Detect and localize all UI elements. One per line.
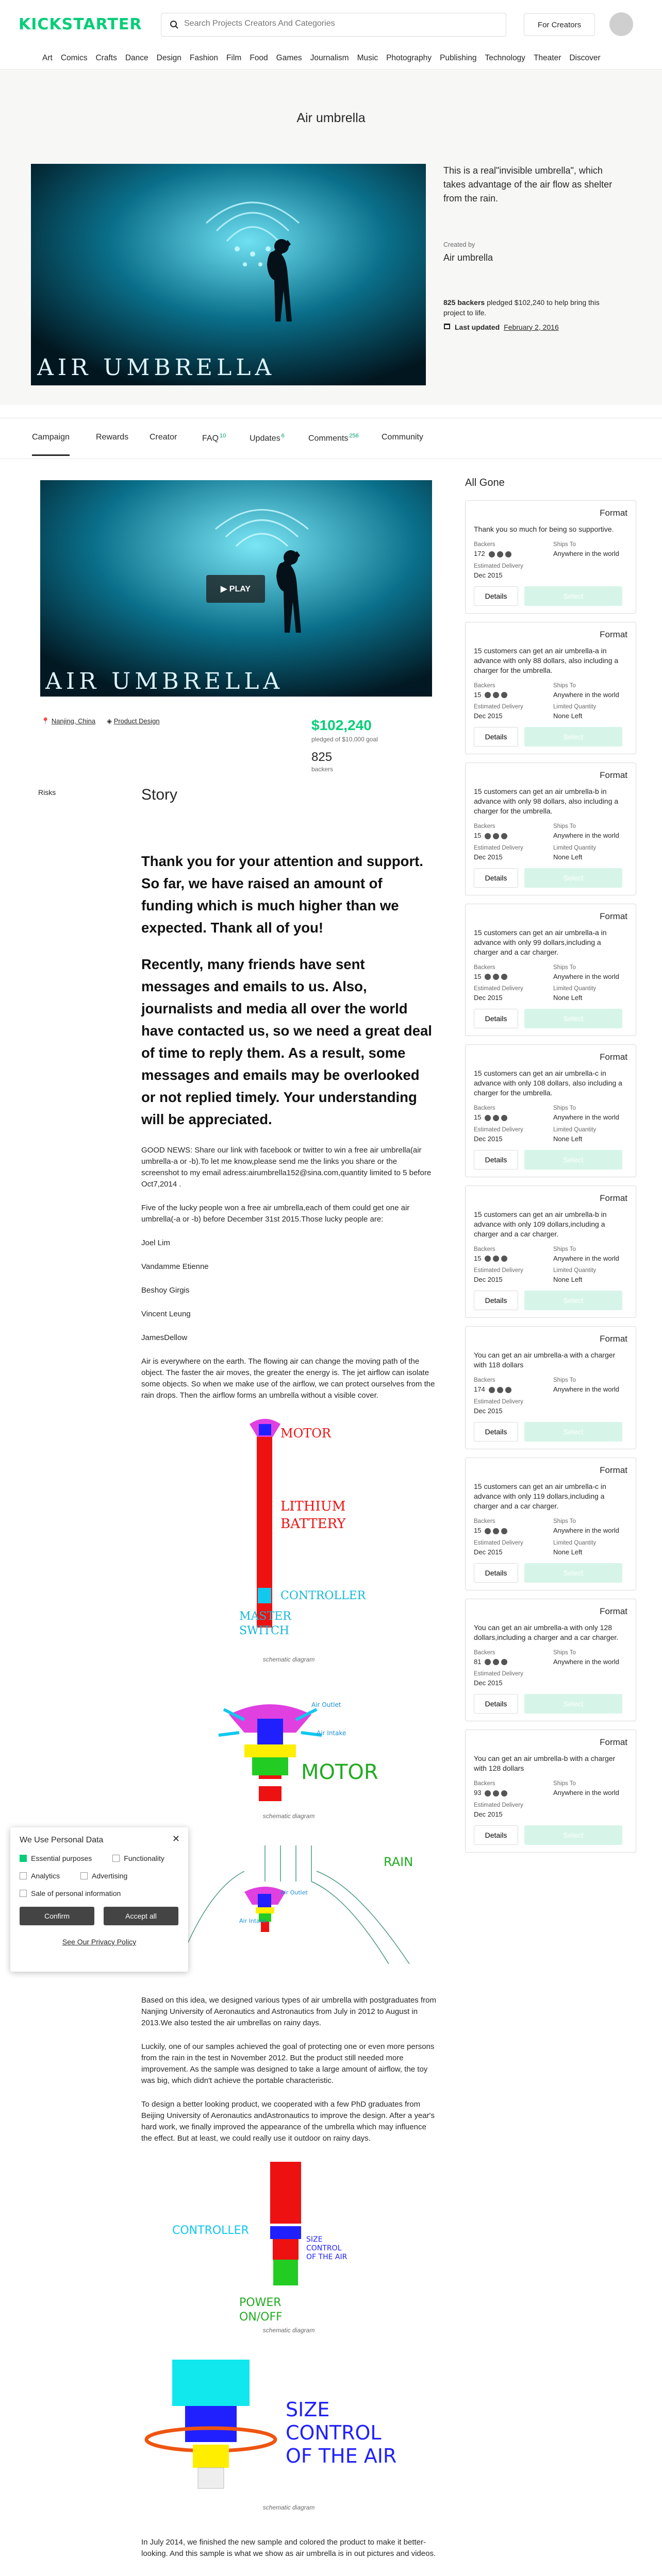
tab-community[interactable] <box>382 433 423 442</box>
project-tabs <box>0 418 662 459</box>
ships-to-label: Ships To <box>553 1781 576 1787</box>
category-nav <box>42 54 601 63</box>
tab-faq[interactable] <box>202 433 226 443</box>
rewards-heading: All Gone <box>465 477 505 488</box>
category-link-journalism[interactable]: Journalism <box>310 54 349 62</box>
funding-text: pledged $102,240 to help bring this project to life. <box>443 298 600 317</box>
label-master: MASTER <box>239 1610 291 1623</box>
label-air-outlet: Air Outlet <box>311 1701 341 1708</box>
tab-campaign[interactable] <box>32 433 70 456</box>
diagram-caption: schematic diagram <box>262 1656 315 1663</box>
delivery-label: Estimated Delivery <box>474 1802 523 1808</box>
project-image[interactable] <box>31 164 426 385</box>
risks-link[interactable]: Risks <box>38 788 56 796</box>
backer-avatars <box>484 1790 508 1797</box>
ships-to-label: Ships To <box>553 1518 576 1524</box>
backers-label: Backers <box>474 1518 495 1524</box>
reward-ships-to: Anywhere in the world <box>553 1789 619 1797</box>
diagram-4 <box>141 2157 436 2327</box>
reward-details-button[interactable]: Details <box>474 586 518 606</box>
delivery-label: Estimated Delivery <box>474 704 523 710</box>
backer-avatars <box>484 833 508 840</box>
delivery-label: Estimated Delivery <box>474 844 523 851</box>
checkbox-icon <box>20 1890 27 1897</box>
reward-card[interactable] <box>465 1599 636 1722</box>
reward-format: Format <box>600 911 627 921</box>
reward-backers: 174 <box>474 1385 485 1394</box>
label-rain: RAIN <box>384 1855 413 1869</box>
tab-label: Campaign <box>32 433 70 442</box>
backers-label: Backers <box>474 682 495 689</box>
diagram-caption: schematic diagram <box>262 1812 315 1820</box>
tab-comments[interactable] <box>308 433 359 443</box>
category-link-technology[interactable]: Technology <box>485 54 525 62</box>
category-link-crafts[interactable]: Crafts <box>95 54 117 62</box>
video-caption: AIR UMBRELLA <box>45 668 284 694</box>
limited-label: Limited Quantity <box>553 986 597 992</box>
category-link-design[interactable]: Design <box>156 54 181 62</box>
reward-card[interactable] <box>465 1458 636 1590</box>
label-control-2: CONTROL <box>286 2421 382 2444</box>
close-icon[interactable]: ✕ <box>172 1834 180 1844</box>
reward-description: 15 customers can get an air umbrella-a in advance with only 88 dollars, also including a charger for the umbrella. <box>474 646 619 674</box>
reward-limited: None Left <box>553 994 583 1002</box>
reward-details-button[interactable]: Details <box>474 1694 518 1714</box>
search-icon <box>170 20 179 32</box>
confirm-button[interactable]: Confirm <box>20 1907 94 1925</box>
reward-format: Format <box>600 1606 627 1616</box>
pledged-amount: $102,240 <box>311 717 372 733</box>
diagram-caption: schematic diagram <box>262 2327 315 2334</box>
pledged-goal: pledged of $10,000 goal <box>311 736 378 743</box>
reward-delivery: Dec 2015 <box>474 1276 503 1284</box>
reward-format: Format <box>600 629 627 639</box>
calendar-icon <box>443 323 451 331</box>
backers-label: Backers <box>474 823 495 830</box>
label-control: CONTROL <box>306 2244 342 2252</box>
backer-avatars <box>484 1114 508 1122</box>
delivery-label: Estimated Delivery <box>474 1539 523 1546</box>
reward-details-button[interactable]: Details <box>474 727 518 747</box>
reward-format: Format <box>600 1334 627 1344</box>
delivery-label: Estimated Delivery <box>474 1671 523 1677</box>
tab-label: Updates <box>250 434 280 443</box>
reward-delivery: Dec 2015 <box>474 712 503 720</box>
cookie-option-label: Essential purposes <box>31 1854 92 1862</box>
reward-select-button: Select <box>524 1825 622 1845</box>
play-button[interactable]: ▶ PLAY <box>206 575 265 603</box>
delivery-label: Estimated Delivery <box>474 1126 523 1133</box>
reward-description: Thank you so much for being so supportive. <box>474 525 614 533</box>
reward-format: Format <box>600 770 627 781</box>
reward-backers: 15 <box>474 1526 482 1534</box>
reward-select-button: Select <box>524 1694 622 1714</box>
backer-count: 825 <box>311 750 333 764</box>
delivery-label: Estimated Delivery <box>474 1398 523 1405</box>
reward-delivery: Dec 2015 <box>474 571 503 579</box>
story-notice: Recently, many friends have sent messages and emails to us. Also, journalists and media all over the world have contacted us, so we need a great deal of time to reply them. As a result, some messages and emails may be overlooked or not replied timely. Your understanding will be appreciated. <box>141 956 432 1127</box>
category-link[interactable]: ◈ Product Design <box>107 717 160 725</box>
last-updated-label: Last updated <box>455 323 500 331</box>
reward-delivery: Dec 2015 <box>474 1810 503 1818</box>
cookie-title: We Use Personal Data <box>20 1836 104 1844</box>
search-input[interactable] <box>184 19 493 28</box>
reward-ships-to: Anywhere in the world <box>553 1254 619 1262</box>
reward-select-button: Select <box>524 727 622 747</box>
category-link-dance[interactable]: Dance <box>125 54 148 62</box>
reward-description: 15 customers can get an air umbrella-c in advance with only 108 dollars, also including a charger for the umbrella. <box>474 1069 622 1097</box>
limited-label: Limited Quantity <box>553 844 597 851</box>
category-link-food[interactable]: Food <box>250 54 268 62</box>
backers-label: Backers <box>474 1781 495 1787</box>
reward-description: 15 customers can get an air umbrella-b in advance with only 109 dollars,including a charger and a car charger. <box>474 1210 607 1238</box>
delivery-label: Estimated Delivery <box>474 1267 523 1274</box>
category-link-photography[interactable]: Photography <box>386 54 432 62</box>
story-paragraph: GOOD NEWS: Share our link with facebook or twitter to win a free air umbrella(air umbrella-a or -b).To let me know,please send me the links you share or the screenshot to my email adress:airumbrella152@sina.com,quantity limited to 5 before Oct7,2014 . <box>141 1146 432 1189</box>
created-by-label: Created by <box>443 241 475 248</box>
reward-description: 15 customers can get an air umbrella-a in advance with only 99 dollars,including a charger and a car charger. <box>474 928 607 956</box>
delivery-label: Estimated Delivery <box>474 563 523 569</box>
backers-label: Backers <box>474 964 495 971</box>
reward-format: Format <box>600 508 627 518</box>
tab-label: Rewards <box>96 433 129 442</box>
limited-label: Limited Quantity <box>553 1267 597 1274</box>
site-header <box>0 0 662 70</box>
backer-avatars <box>484 1658 508 1666</box>
ships-to-label: Ships To <box>553 964 576 971</box>
kickstarter-logo[interactable]: KICKSTARTER <box>19 15 142 33</box>
reward-description: You can get an air umbrella-a with only 128 dollars,including a charger and a car charger. <box>474 1623 619 1641</box>
winner-name: Vandamme Etienne <box>141 1262 209 1271</box>
cookie-option-label: Advertising <box>92 1872 128 1880</box>
cookie-option[interactable] <box>20 1854 92 1862</box>
reward-backers: 93 <box>474 1789 482 1797</box>
diagram-2 <box>141 1684 436 1812</box>
cookie-option[interactable] <box>112 1854 164 1862</box>
category-link-games[interactable]: Games <box>276 54 302 62</box>
reward-card[interactable] <box>465 500 636 614</box>
story-thanks: Thank you for your attention and support. So far, we have raised an amount of funding which is much higher than we expected. Thank all of you! <box>141 853 423 936</box>
category-link-theater[interactable]: Theater <box>533 54 561 62</box>
story-paragraph: Luckily, one of our samples achieved the goal of protecting one or even more persons from the rain in the test in November 2012. But the product still needed more improvement. As the sample was designed to take a large amount of airflow, the toy was big, which didn't achieve the portable characteristic. <box>141 2042 435 2085</box>
reward-select-button: Select <box>524 1291 622 1310</box>
reward-select-button: Select <box>524 1009 622 1028</box>
category-link-fashion[interactable]: Fashion <box>189 54 219 62</box>
reward-delivery: Dec 2015 <box>474 1548 503 1556</box>
reward-backers: 15 <box>474 690 482 699</box>
last-updated-date[interactable]: February 2, 2016 <box>504 323 559 331</box>
backer-avatars <box>484 1528 508 1535</box>
ships-to-label: Ships To <box>553 1105 576 1112</box>
reward-select-button: Select <box>524 868 622 888</box>
reward-limited: None Left <box>553 1276 583 1284</box>
story-paragraph: Based on this idea, we designed various types of air umbrella with postgraduates from Nanjing University of Aeronautics and Astronautics from July in 2012 to August in 2013.We also tested the air umbrellas on rainy days. <box>141 1996 436 2027</box>
label-switch: SWITCH <box>239 1624 290 1637</box>
reward-ships-to: Anywhere in the world <box>553 972 619 980</box>
label-air-outlet: Air Outlet <box>280 1889 308 1896</box>
category-link-music[interactable]: Music <box>357 54 378 62</box>
reward-details-button[interactable]: Details <box>474 1422 518 1442</box>
reward-details-button[interactable]: Details <box>474 1291 518 1310</box>
label-motor-2: MOTOR <box>301 1760 378 1784</box>
cookie-option[interactable] <box>20 1889 121 1897</box>
cookie-consent <box>10 1827 188 1972</box>
reward-select-button: Select <box>524 1563 622 1583</box>
for-creators-button[interactable]: For Creators <box>524 13 595 36</box>
limited-label: Limited Quantity <box>553 1126 597 1133</box>
label-lithium: LITHIUM <box>280 1499 346 1514</box>
ships-to-label: Ships To <box>553 1649 576 1656</box>
story-heading: Story <box>141 786 178 803</box>
reward-ships-to: Anywhere in the world <box>553 690 619 699</box>
checkbox-icon <box>20 1855 27 1862</box>
reward-details-button[interactable]: Details <box>474 1563 518 1583</box>
reward-delivery: Dec 2015 <box>474 994 503 1002</box>
reward-limited: None Left <box>553 712 583 720</box>
project-title: Air umbrella <box>296 111 366 125</box>
label-size-2: SIZE <box>286 2398 330 2421</box>
reward-ships-to: Anywhere in the world <box>553 832 619 840</box>
location-link[interactable]: 📍 Nanjing, China <box>41 717 96 725</box>
funding-summary <box>443 297 619 318</box>
tab-count: 256 <box>349 433 359 439</box>
limited-label: Limited Quantity <box>553 1539 597 1546</box>
diagram-5 <box>141 2354 436 2504</box>
reward-description: 15 customers can get an air umbrella-c in advance with only 119 dollars,including a charger and a car charger. <box>474 1482 606 1510</box>
reward-limited: None Left <box>553 1134 583 1143</box>
tab-label: Community <box>382 433 423 442</box>
reward-ships-to: Anywhere in the world <box>553 1385 619 1394</box>
reward-card[interactable] <box>465 762 636 895</box>
checkbox-icon <box>80 1872 88 1879</box>
reward-select-button: Select <box>524 1422 622 1442</box>
location-label: Nanjing, China <box>51 717 96 725</box>
reward-ships-to: Anywhere in the world <box>553 550 619 557</box>
reward-backers: 15 <box>474 972 482 980</box>
cookie-option[interactable] <box>80 1872 127 1880</box>
image-caption: AIR UMBRELLA <box>37 354 276 381</box>
reward-card[interactable] <box>465 622 636 755</box>
limited-label: Limited Quantity <box>553 704 597 710</box>
label-of-air-2: OF THE AIR <box>286 2445 397 2467</box>
reward-description: You can get an air umbrella-b with a charger with 128 dollars <box>474 1754 616 1773</box>
checkbox-icon <box>112 1855 120 1862</box>
diagram-1 <box>141 1414 436 1656</box>
reward-delivery: Dec 2015 <box>474 853 503 861</box>
reward-card[interactable] <box>465 1326 636 1449</box>
delivery-label: Estimated Delivery <box>474 986 523 992</box>
reward-description: 15 customers can get an air umbrella-b in advance with only 98 dollars, also including a charger for the umbrella. <box>474 787 619 816</box>
label-onoff: ON/OFF <box>239 2311 283 2324</box>
cookie-option[interactable] <box>20 1872 60 1880</box>
reward-backers: 15 <box>474 1113 482 1122</box>
reward-format: Format <box>600 1737 627 1748</box>
tab-label: Comments <box>308 434 349 443</box>
backer-avatars <box>488 551 512 558</box>
reward-backers: 172 <box>474 550 485 557</box>
checkbox-icon <box>20 1872 27 1879</box>
reward-card[interactable] <box>465 1044 636 1177</box>
story-paragraph: To design a better looking product, we cooperated with a few PhD graduates from Beijing University of Aeronautics andAstronautics to improve the design. After a year's hard work, we finally improved the appearance of the umbrella which may influence the effect. But at least, we could really use it outdoor on rainy days. <box>141 2100 435 2143</box>
reward-select-button: Select <box>524 1150 622 1170</box>
category-link-discover[interactable]: Discover <box>569 54 601 62</box>
backer-avatars <box>484 973 508 980</box>
reward-details-button[interactable]: Details <box>474 1009 518 1028</box>
backer-avatars <box>488 1386 512 1394</box>
winner-name: Beshoy Girgis <box>141 1286 190 1295</box>
backers-label: Backers <box>474 541 495 548</box>
label-controller: CONTROLLER <box>280 1589 366 1602</box>
backers-label: Backers <box>474 1649 495 1656</box>
reward-delivery: Dec 2015 <box>474 1679 503 1687</box>
tab-count: 6 <box>281 433 285 439</box>
reward-ships-to: Anywhere in the world <box>553 1526 619 1534</box>
project-meta <box>41 717 160 725</box>
backers-label: Backers <box>474 1377 495 1384</box>
category-link-art[interactable]: Art <box>42 54 53 62</box>
accept-all-button[interactable]: Accept all <box>104 1907 178 1925</box>
last-updated <box>443 323 559 331</box>
reward-card[interactable] <box>465 1730 636 1853</box>
ships-to-label: Ships To <box>553 823 576 830</box>
project-blurb: This is a real"invisible umbrella", which takes advantage of the air flow as shelter from the rain. <box>443 165 613 204</box>
reward-delivery: Dec 2015 <box>474 1134 503 1143</box>
category-label: Product Design <box>113 717 160 725</box>
tab-count: 10 <box>220 433 226 439</box>
category-link-comics[interactable]: Comics <box>60 54 88 62</box>
reward-card[interactable] <box>465 904 636 1037</box>
cookie-option-label: Functionality <box>124 1854 164 1862</box>
tab-label: Creator <box>150 433 177 442</box>
tab-rewards[interactable] <box>96 433 128 442</box>
play-label: PLAY <box>229 585 251 594</box>
reward-select-button: Select <box>524 586 622 606</box>
reward-description: You can get an air umbrella-a with a charger with 118 dollars <box>474 1351 616 1369</box>
label-power: POWER <box>239 2296 282 2309</box>
reward-details-button[interactable]: Details <box>474 868 518 888</box>
backers-strong: 825 backers <box>443 298 485 307</box>
reward-delivery: Dec 2015 <box>474 1406 503 1415</box>
reward-card[interactable] <box>465 1185 636 1318</box>
privacy-policy-link[interactable]: See Our Privacy Policy <box>62 1938 137 1946</box>
reward-backers: 15 <box>474 1254 482 1262</box>
backers-label: backers <box>311 766 334 773</box>
winner-name: Joel Lim <box>141 1239 170 1247</box>
reward-limited: None Left <box>553 853 583 861</box>
user-avatar[interactable] <box>609 12 633 36</box>
reward-list <box>465 500 636 1853</box>
category-link-film[interactable]: Film <box>226 54 242 62</box>
reward-format: Format <box>600 1052 627 1062</box>
story-paragraph: Air is everywhere on the earth. The flowing air can change the moving path of the object. The faster the air moves, the greater the energy is. The jet airflow can isolate some objects. So when we make use of the airflow, we can protect ourselves from the rain drops. Then the airflow forms an umbrella without a visible cover. <box>141 1357 435 1400</box>
creator-link[interactable]: Air umbrella <box>443 252 493 263</box>
reward-backers: 15 <box>474 832 482 840</box>
reward-backers: 81 <box>474 1657 482 1666</box>
reward-format: Format <box>600 1465 627 1475</box>
backers-label: Backers <box>474 1246 495 1252</box>
ships-to-label: Ships To <box>553 541 576 548</box>
reward-ships-to: Anywhere in the world <box>553 1113 619 1122</box>
tab-updates[interactable] <box>250 433 285 443</box>
label-size: SIZE <box>306 2235 323 2244</box>
tab-label: FAQ <box>202 434 219 443</box>
backer-avatars <box>484 1255 508 1262</box>
label-motor: MOTOR <box>280 1426 332 1440</box>
winner-name: JamesDellow <box>141 1333 188 1342</box>
reward-details-button[interactable]: Details <box>474 1825 518 1845</box>
label-air-intake: Air Intake <box>239 1918 267 1924</box>
backers-label: Backers <box>474 1105 495 1112</box>
story-body <box>141 850 436 2572</box>
cookie-option-label: Analytics <box>31 1872 60 1880</box>
rewards-sidebar <box>465 477 636 1861</box>
diagram-caption: schematic diagram <box>262 2504 315 2511</box>
reward-details-button[interactable]: Details <box>474 1150 518 1170</box>
winner-name: Vincent Leung <box>141 1310 191 1318</box>
label-controller-2: CONTROLLER <box>172 2224 249 2237</box>
ships-to-label: Ships To <box>553 1246 576 1252</box>
label-battery: BATTERY <box>280 1516 346 1532</box>
ships-to-label: Ships To <box>553 1377 576 1384</box>
backer-avatars <box>484 691 508 699</box>
story-paragraph: Five of the lucky people won a free air umbrella,each of them could get one air umbrella(-a or -b) before December 31st 2015.Those lucky people are: <box>141 1204 410 1224</box>
ships-to-label: Ships To <box>553 682 576 689</box>
label-air-intake: Air Intake <box>317 1730 346 1737</box>
reward-format: Format <box>600 1193 627 1203</box>
reward-limited: None Left <box>553 1548 583 1556</box>
cookie-option-label: Sale of personal information <box>31 1889 121 1897</box>
tab-creator[interactable] <box>150 433 177 442</box>
category-link-publishing[interactable]: Publishing <box>439 54 477 62</box>
story-paragraph: In July 2014, we finished the new sample and colored the product to make it better-looking. And this sample is what we show as air umbrella is in out pictures and videos. <box>141 2538 436 2558</box>
search-box[interactable] <box>161 13 506 37</box>
label-of-air: OF THE AIR <box>306 2253 347 2261</box>
reward-ships-to: Anywhere in the world <box>553 1657 619 1666</box>
